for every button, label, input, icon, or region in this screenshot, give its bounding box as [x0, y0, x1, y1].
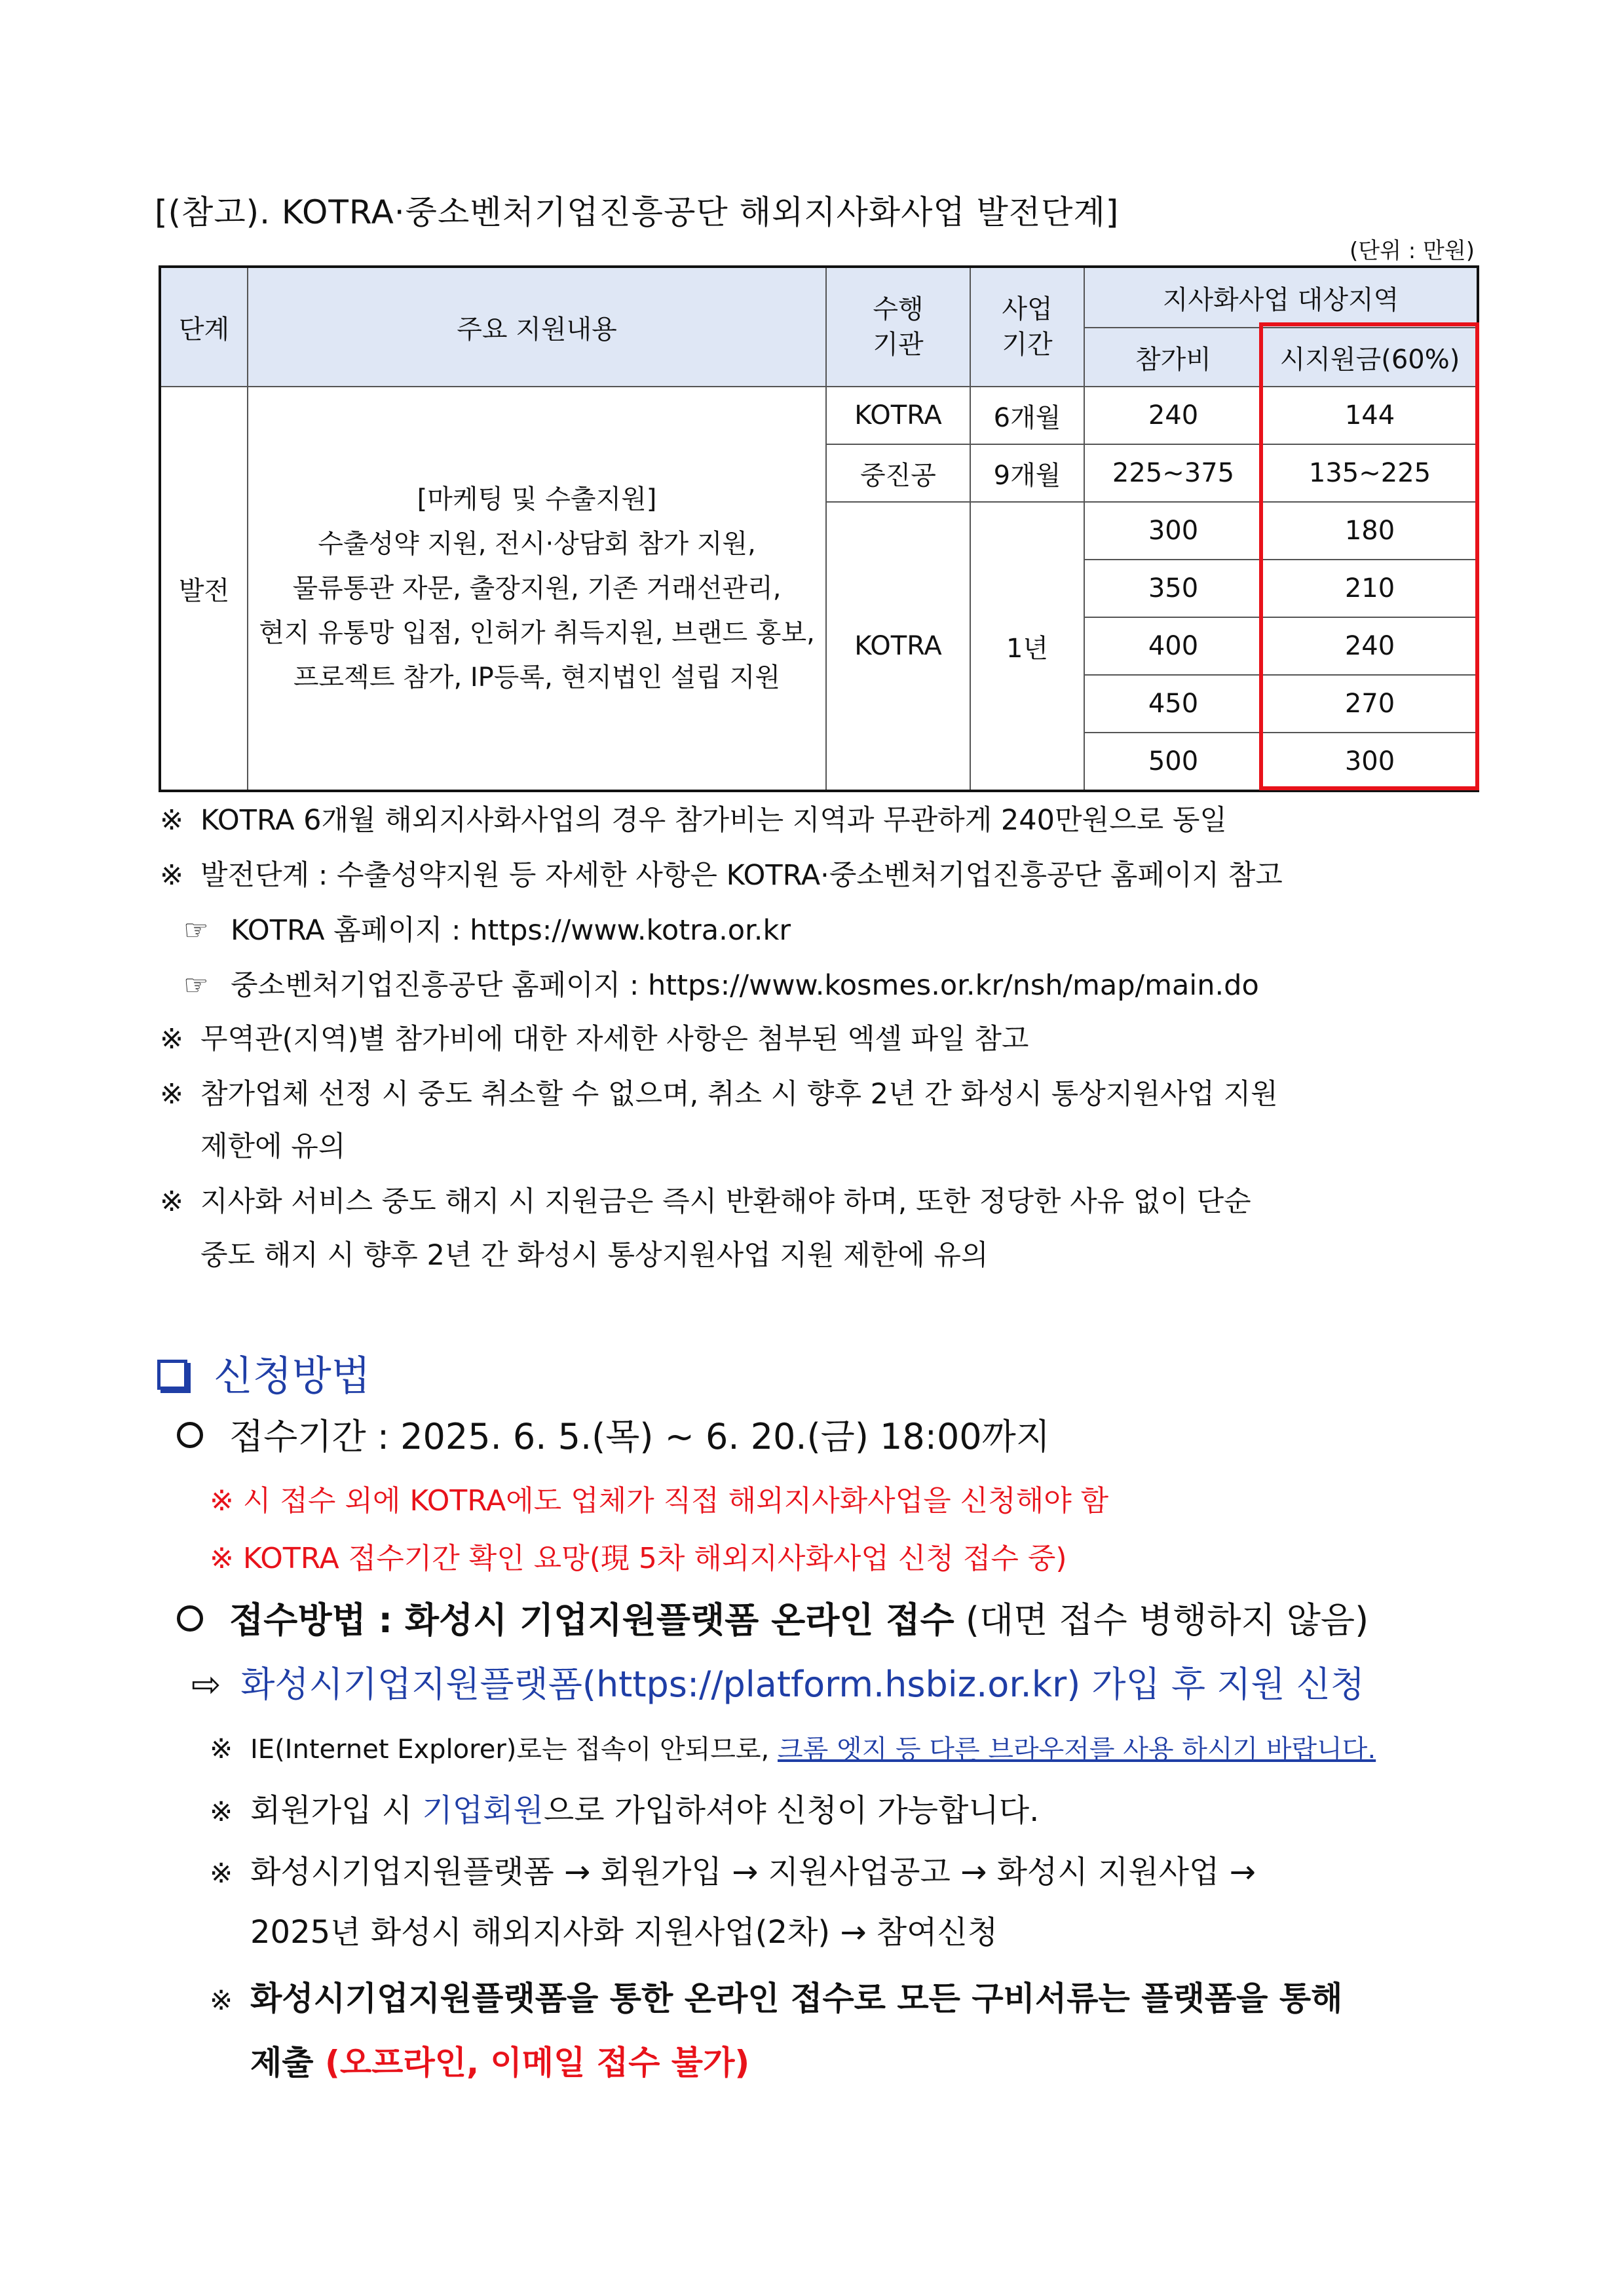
browser-link[interactable]: 크롬 엣지 등 다른 브라우저를 사용 하시기 바랍니다. — [778, 1734, 1376, 1765]
header-period: 사업 기간 — [970, 267, 1084, 387]
member-note: ※ 회원가입 시 기업회원으로 가입하셔야 신청이 가능합니다. — [210, 1792, 1040, 1829]
header-agency: 수행 기관 — [826, 267, 970, 387]
fee-cell: 225~375 — [1084, 444, 1262, 502]
note-2-kosmes-link: ☞ 중소벤처기업진흥공단 홈페이지 : https://www.kosmes.or.kr/nsh/map/main.do — [183, 969, 1259, 1002]
fee-cell: 350 — [1084, 560, 1262, 617]
stage-cell: 발전 — [160, 387, 248, 791]
red-note-1: ※ 시 접수 외에 KOTRA에도 업체가 직접 해외지사화사업을 신청해야 함 — [210, 1484, 1109, 1518]
fee-cell: 400 — [1084, 617, 1262, 675]
subsidy-cell: 180 — [1262, 502, 1478, 560]
section-heading: 신청방법 — [157, 1343, 371, 1402]
fee-cell: 450 — [1084, 675, 1262, 733]
ie-note: ※ IE(Internet Explorer)로는 접속이 안되므로, 크롬 엣지 등 다른 브라우저를 사용 하시기 바랍니다. — [210, 1732, 1376, 1765]
document-title: [(참고). KOTRA·중소벤처기업진흥공단 해외지사화사업 발전단계] — [155, 193, 1120, 231]
path-note-continued: 2025년 화성시 해외지사화 지원사업(2차) → 참여신청 — [250, 1914, 998, 1951]
agency-cell: 중진공 — [826, 444, 970, 502]
subsidy-cell: 270 — [1262, 675, 1478, 733]
note-5-continued: 중도 해지 시 향후 2년 간 화성시 통상지원사업 지원 제한에 유의 — [200, 1239, 989, 1272]
note-1: ※ KOTRA 6개월 해외지사화사업의 경우 참가비는 지역과 무관하게 240만원으로 동일 — [160, 804, 1227, 837]
subsidy-cell: 144 — [1262, 387, 1478, 444]
platform-line — [191, 1656, 1365, 1707]
agency-cell: KOTRA — [826, 502, 970, 791]
circle-bullet-icon — [177, 1422, 203, 1448]
note-3: ※ 무역관(지역)별 참가비에 대한 자세한 사항은 첨부된 엑셀 파일 참고 — [160, 1023, 1029, 1056]
final-note: ※ 화성시기업지원플랫폼을 통한 온라인 접수로 모든 구비서류는 플랫폼을 통해 — [210, 1980, 1343, 2018]
period-cell: 6개월 — [970, 387, 1084, 444]
fee-cell: 240 — [1084, 387, 1262, 444]
header-fee: 참가비 — [1084, 328, 1262, 387]
subsidy-highlight-box — [1259, 322, 1479, 790]
note-5: ※ 지사화 서비스 중도 해지 시 지원금은 즉시 반환해야 하며, 또한 정당한 사유 없이 단순 — [160, 1185, 1251, 1218]
note-4-continued: 제한에 유의 — [200, 1130, 346, 1163]
header-subsidy: 시지원금(60%) — [1262, 328, 1478, 387]
subsidy-cell: 300 — [1262, 733, 1478, 791]
platform-link-text: 화성시기업지원플랫폼(https://platform.hsbiz.or.kr) 가입 후 지원 신청 — [240, 1664, 1365, 1705]
subsidy-cell: 135~225 — [1262, 444, 1478, 502]
agency-cell: KOTRA — [826, 387, 970, 444]
application-method: 접수방법 : 화성시 기업지원플랫폼 온라인 접수 (대면 접수 병행하지 않음) — [177, 1592, 1369, 1643]
header-content: 주요 지원내용 — [248, 267, 826, 387]
arrow-right-icon: ⇨ — [191, 1664, 221, 1705]
subsidy-cell: 210 — [1262, 560, 1478, 617]
circle-bullet-icon — [177, 1605, 203, 1632]
header-stage: 단계 — [160, 267, 248, 387]
path-note: ※ 화성시기업지원플랫폼 → 회원가입 → 지원사업공고 → 화성시 지원사업 → — [210, 1854, 1256, 1890]
header-region: 지사화사업 대상지역 — [1084, 267, 1478, 328]
fee-cell: 300 — [1084, 502, 1262, 560]
unit-label: (단위 : 만원) — [1350, 238, 1475, 264]
note-2-kotra-link: ☞ KOTRA 홈페이지 : https://www.kotra.or.kr — [183, 914, 791, 947]
period-cell: 1년 — [970, 502, 1084, 791]
note-2: ※ 발전단계 : 수출성약지원 등 자세한 사항은 KOTRA·중소벤처기업진흥공단 홈페이지 참고 — [160, 859, 1283, 892]
checkbox-square-icon — [157, 1360, 187, 1390]
period-cell: 9개월 — [970, 444, 1084, 502]
final-note-continued: 제출 (오프라인, 이메일 접수 불가) — [250, 2044, 750, 2082]
subsidy-cell: 240 — [1262, 617, 1478, 675]
application-period: 접수기간 : 2025. 6. 5.(목) ~ 6. 20.(금) 18:00까지 — [177, 1409, 1050, 1459]
fee-cell: 500 — [1084, 733, 1262, 791]
content-line: 현지 유통망 입점, 인허가 취득지원, 브랜드 홍보, — [259, 618, 815, 648]
red-note-2: ※ KOTRA 접수기간 확인 요망(現 5차 해외지사화사업 신청 접수 중) — [210, 1542, 1067, 1575]
note-4: ※ 참가업체 선정 시 중도 취소할 수 없으며, 취소 시 향후 2년 간 화성시 통상지원사업 지원 — [160, 1078, 1278, 1111]
content-line: 물류통관 자문, 출장지원, 기존 거래선관리, — [292, 573, 782, 603]
content-line: 프로젝트 참가, IP등록, 현지법인 설립 지원 — [293, 662, 781, 693]
content-cell — [248, 387, 826, 791]
content-line: [마케팅 및 수출지원] — [417, 484, 657, 514]
content-line: 수출성약 지원, 전시·상담회 참가 지원, — [318, 529, 756, 559]
